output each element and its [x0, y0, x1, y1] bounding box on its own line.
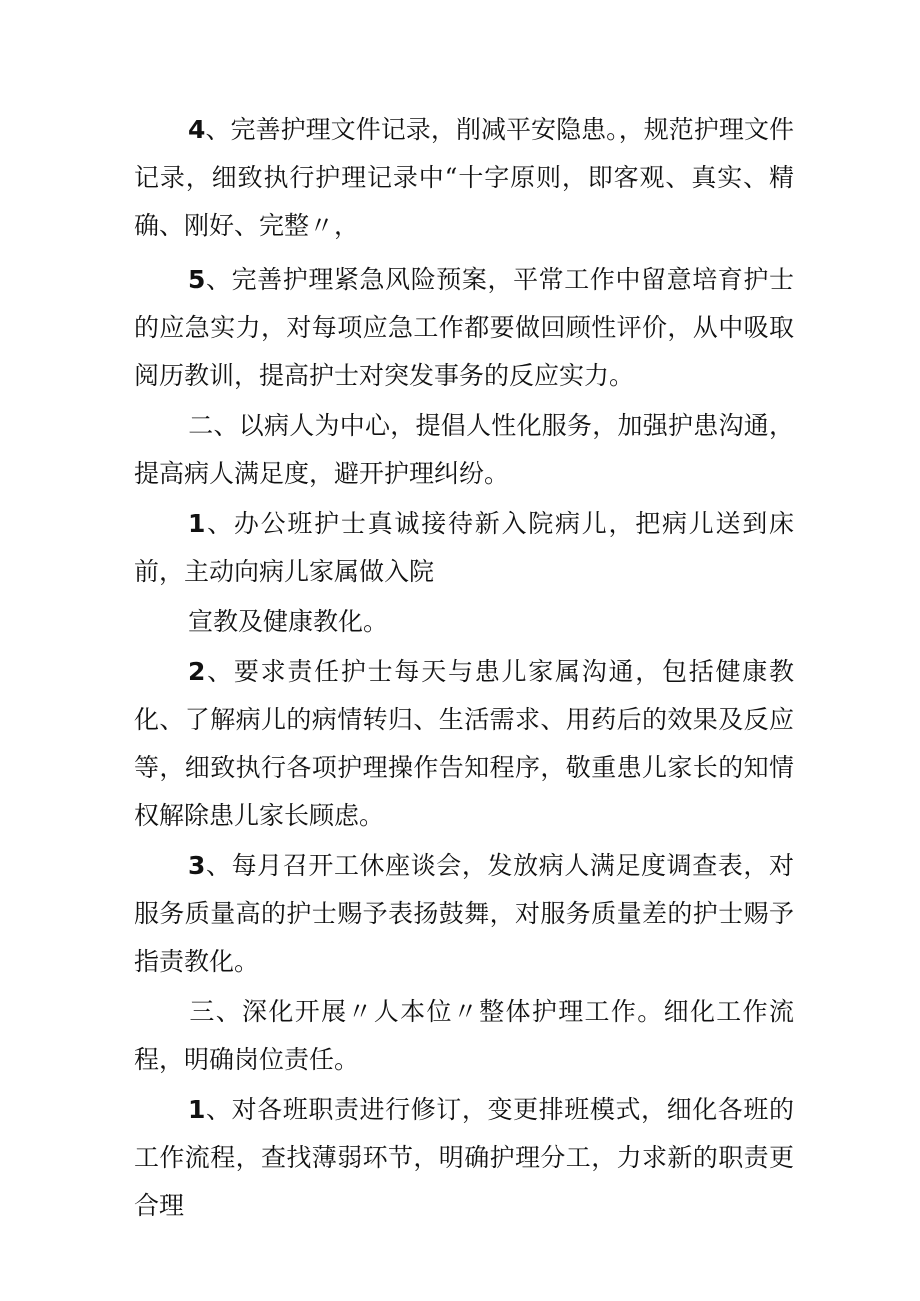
paragraph-text: 、完善护理文件记录，削减平安隐患。，规范护理文件记录，细致执行护理记录中“十字原则，即客观、真实、精确、刚好、完整〃，: [134, 115, 794, 240]
item-number: 1: [188, 1095, 206, 1124]
paragraph-text: 二、以病人为中心，提倡人性化服务，加强护患沟通，提高病人满足度，避开护理纠纷。: [134, 411, 794, 488]
item-number: 2: [188, 657, 206, 686]
paragraph-text: 三、深化开展〃人本位〃整体护理工作。细化工作流程，明确岗位责任。: [134, 997, 794, 1074]
item-number: 4: [188, 115, 206, 144]
paragraph-text: 宣教及健康教化。: [188, 607, 389, 636]
paragraph-4-nursing-records: [134, 106, 794, 250]
paragraph-text: 、完善护理紧急风险预案，平常工作中留意培育护士的应急实力，对每项应急工作都要做回顾性评价，从中吸取阅历教训，提高护士对突发事务的反应实力。: [134, 265, 794, 390]
item-number: 5: [188, 265, 206, 294]
paragraph-1-admission: [134, 500, 794, 596]
item-number: 1: [188, 509, 206, 538]
paragraph-text: 、每月召开工休座谈会，发放病人满足度调查表，对服务质量高的护士赐予表扬鼓舞，对服务质量差的护士赐予指责教化。: [134, 851, 794, 976]
paragraph-text: 、对各班职责进行修订，变更排班模式，细化各班的工作流程，查找薄弱环节，明确护理分工，力求新的职责更合理: [134, 1095, 794, 1220]
paragraph-2-communication: [134, 648, 794, 840]
paragraph-admission-continued: [134, 598, 794, 646]
section-heading-3: [134, 988, 794, 1084]
paragraph-text: 、办公班护士真诚接待新入院病儿，把病儿送到床前，主动向病儿家属做入院: [134, 509, 794, 586]
paragraph-5-emergency-plan: [134, 256, 794, 400]
paragraph-1-duties: [134, 1086, 794, 1230]
paragraph-text: 、要求责任护士每天与患儿家属沟通，包括健康教化、了解病儿的病情转归、生活需求、用药后的效果及反应等，细致执行各项护理操作告知程序，敬重患儿家长的知情权解除患儿家长顾虑。: [134, 657, 794, 830]
section-heading-2: [134, 402, 794, 498]
item-number: 3: [188, 851, 206, 880]
paragraph-3-forum: [134, 842, 794, 986]
